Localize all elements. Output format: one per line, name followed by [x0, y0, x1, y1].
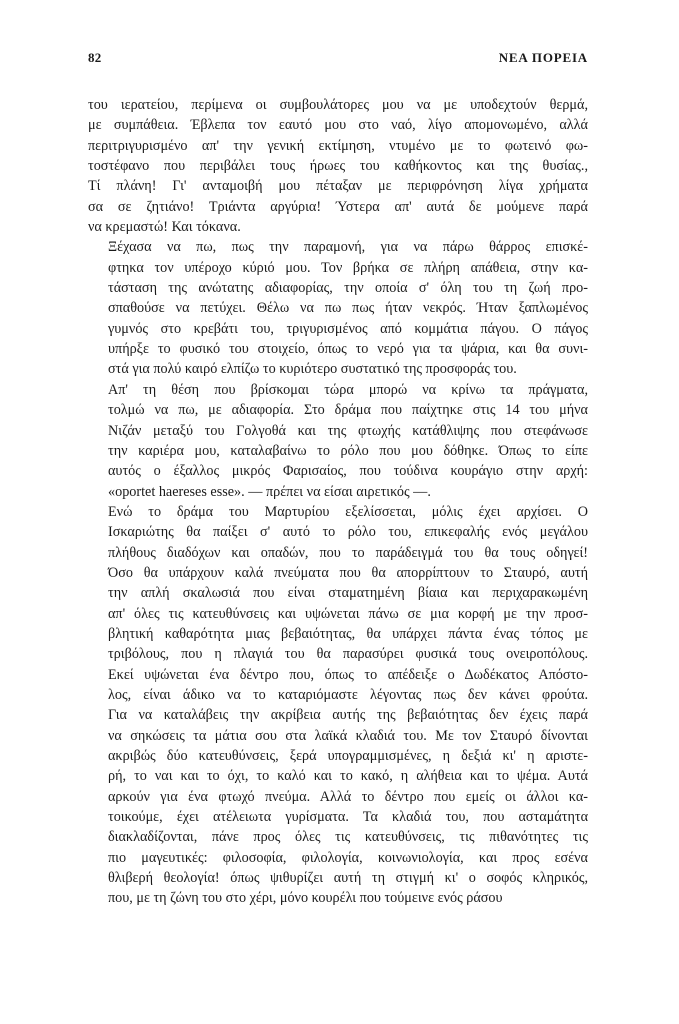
text-line: σπαθούσε να πετύχει. Θέλω να πω πως ήταν νεκρός. Ήταν ξαπλωμένος — [108, 300, 588, 317]
text-line: Για να καταλάβεις την ακρίβεια αυτής της βεβαιότητας δεν έχεις παρά — [108, 707, 588, 724]
text-line: την απλή σκαλωσιά που είναι σταματημένη βίαια και περιχαρακωμένη — [108, 585, 588, 602]
text-line: λος, είναι άδικο να το καταριόμαστε λέγοντας πως δεν κάνει φρούτα. — [108, 686, 588, 703]
text-line: τολμώ να πω, με αδιαφορία. Στο δράμα που παίχτηκε στις 14 του μήνα — [108, 402, 588, 419]
paragraph — [88, 380, 588, 502]
text-line: απ' όλες τις κατευθύνσεις και υψώνεται πάνω σε μια κορφή με την προσ- — [108, 605, 588, 622]
text-line: γυμνός στο κρεβάτι του, τριγυρισμένος από κομμάτια πάγου. Ο πάγος — [108, 320, 588, 337]
text-line: «oportet haereses esse». — πρέπει να είσαι αιρετικός —. — [108, 483, 431, 500]
text-line: φτηκα τον υπέροχο κύριό μου. Τον βρήκα σε πλήρη απάθεια, στην κα- — [108, 259, 588, 276]
text-line: που, με τη ζώνη του στο χέρι, μόνο κουρέλι που τούμεινε ενός ράσου — [108, 890, 503, 907]
text-line: Νιζάν μεταξύ του Γολγοθά και της φτωχής κατάθλιψης που στεφάνωσε — [108, 422, 588, 439]
book-page — [88, 50, 588, 909]
text-line: στά για πολύ καιρό ελπίζω το κυριότερο συστατικό της προσφοράς του. — [108, 361, 517, 378]
text-line: αρκούν για ένα φτωχό πνεύμα. Αλλά το δέντρο που εμείς οι άλλοι κα- — [108, 788, 588, 805]
running-title: ΝΕΑ ΠΟΡΕΙΑ — [498, 50, 588, 65]
text-line: πιο μαγευτικές: φιλοσοφία, φιλολογία, κοινωνιολογία, και προς εσένα — [108, 849, 588, 866]
text-line: του ιερατείου, περίμενα οι συμβουλάτορες μου να με υποδεχτούν θερμά, — [88, 97, 588, 113]
text-line: διακλαδίζονται, πάνε προς όλες τις κατευθύνσεις, τις πιθανότητες τις — [108, 829, 588, 846]
text-line: να κρεμαστώ! Και τόκανα. — [88, 219, 241, 236]
text-line: με συμπάθεια. Έβλεπα τον εαυτό μου στο ναό, λίγο απομονωμένο, αλλά — [88, 117, 588, 134]
text-line: αυτός ο έξαλλος μικρός Φαρισαίος, που τούδινα κουράγιο στην αρχή: — [108, 463, 588, 480]
text-line: να σηκώσεις τα μάτια σου στα λαϊκά κλαδιά του. Με τον Σταυρό δίνονται — [108, 727, 588, 744]
text-line: τάσταση της ανώτατης αδιαφορίας, την οποία σ' όλη του τη ζωή προ- — [108, 280, 588, 297]
page-number: 82 — [88, 50, 102, 65]
text-line: Ξέχασα να πω, πως την παραμονή, για να πάρω θάρρος επισκέ- — [108, 239, 588, 256]
text-line: Ισκαριώτης θα παίξει σ' αυτό το ρόλο του, επικεφαλής ενός μεγάλου — [108, 524, 588, 541]
paragraph — [88, 502, 588, 909]
text-line: Όσο θα υπάρχουν καλά πνεύματα που θα απορρίπτουν το Σταυρό, αυτή — [108, 564, 588, 581]
text-line: σα σε ζητιάνο! Τριάντα αργύρια! Ύστερα απ' αυτά δε μούμενε παρά — [88, 198, 588, 215]
text-line: ρή, το ναι και το όχι, το καλό και το κακό, η αλήθεια και το ψέμα. Αυτά — [108, 768, 588, 785]
body-text — [88, 95, 588, 909]
text-line: την καριέρα μου, καταλαβαίνω το ρόλο που μου δόθηκε. Όπως το είπε — [108, 442, 588, 459]
running-head — [88, 50, 588, 78]
paragraph — [88, 95, 588, 237]
text-line: Ενώ το δράμα του Μαρτυρίου εξελίσσεται, μόλις έχει αρχίσει. Ο — [108, 503, 588, 520]
text-line: τοστέφανο που περιβάλει τους ήρωες του καθήκοντος και της θυσίας., — [88, 158, 588, 175]
text-line: περιτριγυρισμένο απ' την γενική εκτίμηση, ντυμένο με το φωτεινό φω- — [88, 137, 588, 154]
text-line: υπήρξε το φυσικό του στοιχείο, όπως το νερό για τα ψάρια, και θα συνι- — [108, 341, 588, 358]
text-line: πλήθους διαδόχων και οπαδών, που το παράδειγμά του θα τους οδηγεί! — [108, 544, 588, 561]
text-line: Τί πλάνη! Γι' ανταμοιβή μου πέταξαν με περιφρόνηση λίγα χρήματα — [88, 178, 588, 195]
paragraph — [88, 237, 588, 379]
text-line: τοικούμε, έχει ατέλειωτα γυρίσματα. Τα κλαδιά του, που ασταμάτητα — [108, 809, 588, 826]
text-line: Εκεί υψώνεται ένα δέντρο που, όπως το απέδειξε ο Δωδέκατος Απόστο- — [108, 666, 588, 683]
text-line: τριβόλους, που η πλαγιά του θα παρασύρει φυσικά τους ονειροπόλους. — [108, 646, 588, 663]
text-line: Απ' τη θέση που βρίσκομαι τώρα μπορώ να κρίνω τα πράγματα, — [108, 381, 588, 398]
text-line: θλιβερή θεολογία! όπως ψιθυρίζει αυτή τη στιγμή κι' ο σοφός κληρικός, — [108, 870, 588, 887]
text-line: ακριβώς δύο κατευθύνσεις, ξερά υπογραμμισμένες, η δεξιά κι' η αριστε- — [108, 748, 588, 764]
text-line: βλητική καθαρότητα μιας βεβαιότητας, θα υπάρχει πάντα ένας τόπος με — [108, 625, 588, 642]
